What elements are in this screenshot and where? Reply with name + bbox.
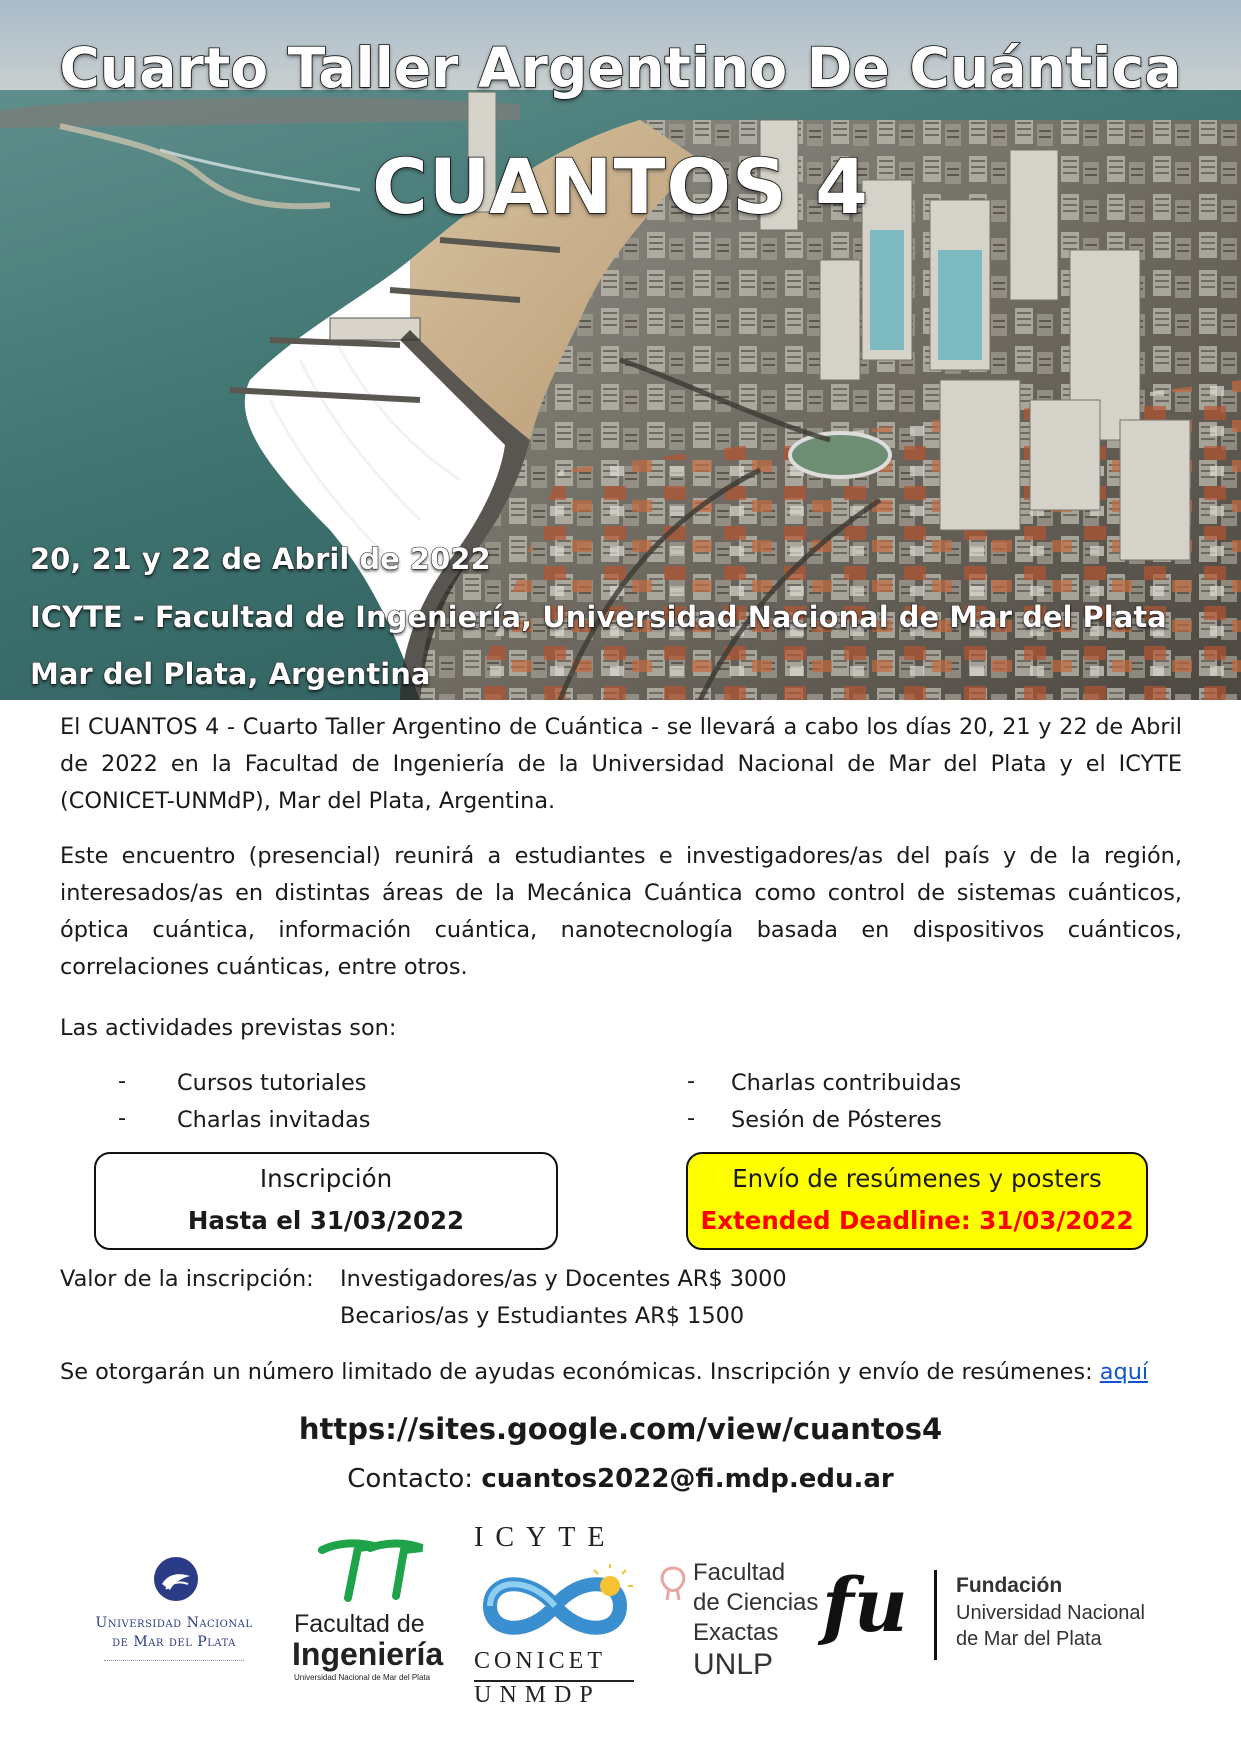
fi-name-line3: Universidad Nacional de Mar del Plata	[294, 1673, 431, 1682]
fee-label: Valor de la inscripción:	[60, 1266, 314, 1292]
event-date: 20, 21 y 22 de Abril de 2022	[30, 542, 491, 576]
event-acronym: CUANTOS 4	[371, 142, 870, 231]
event-venue: ICYTE - Facultad de Ingeniería, Universidad Nacional de Mar del Plata	[30, 600, 1167, 634]
event-city: Mar del Plata, Argentina	[30, 657, 431, 691]
event-title: Cuarto Taller Argentino De Cuántica	[59, 36, 1182, 100]
fi-name-line2: Ingeniería	[292, 1636, 444, 1672]
website-url[interactable]: https://sites.google.com/view/cuantos4	[298, 1412, 943, 1446]
list-dash: -	[118, 1105, 127, 1131]
unlp-emblem-icon	[655, 1564, 691, 1604]
unmdp-name-line2: de Mar del Plata	[112, 1634, 236, 1650]
registration-link[interactable]: aquí	[1099, 1359, 1149, 1385]
icyte-top-text: ICYTE	[474, 1522, 617, 1553]
aerial-city-photo	[0, 0, 1241, 700]
icyte-bottom-text: UNMDP	[474, 1682, 601, 1708]
fundacion-divider	[934, 1570, 937, 1660]
activities-heading: Las actividades previstas son:	[60, 1015, 397, 1041]
list-item: Charlas invitadas	[177, 1107, 371, 1133]
unlp-name-line3: Exactas	[693, 1619, 779, 1646]
list-item: Cursos tutoriales	[177, 1070, 367, 1096]
unlp-logo	[655, 1558, 825, 1688]
intro-paragraph: El CUANTOS 4 - Cuarto Taller Argentino de Cuántica - se llevará a cabo los días 20, 21 y 22 de Abril de 2022 en la Facultad de Ingeniería de la Universidad Nacional de Mar del Plata y el ICYTE (CONICET-UNMdP), Mar del Plata, Argentina.	[60, 714, 1182, 814]
financial-aid-text: Se otorgarán un número limitado de ayudas económicas. Inscripción y envío de resúmenes:	[60, 1359, 1100, 1385]
registration-box	[94, 1152, 558, 1250]
unmdp-emblem-icon	[152, 1556, 200, 1602]
icyte-mid-text: CONICET	[474, 1648, 606, 1674]
fundacion-monogram: fu	[822, 1563, 908, 1649]
fundacion-name-line2: Universidad Nacional	[956, 1602, 1145, 1624]
list-dash: -	[118, 1068, 127, 1094]
contact-email[interactable]: cuantos2022@fi.mdp.edu.ar	[481, 1464, 894, 1494]
fi-emblem-icon	[318, 1536, 428, 1606]
contact-line	[0, 1464, 1241, 1494]
financial-aid-note	[60, 1359, 1148, 1385]
hero-banner	[0, 0, 1241, 700]
fi-logo	[290, 1536, 460, 1686]
fee-students: Becarios/as y Estudiantes AR$ 1500	[340, 1303, 745, 1329]
list-dash: -	[687, 1068, 696, 1094]
fundacion-name-line1: Fundación	[956, 1574, 1063, 1597]
fundacion-logo	[822, 1563, 1182, 1666]
icyte-logo	[470, 1522, 640, 1708]
unmdp-name-line1: Universidad Nacional	[95, 1615, 253, 1631]
abstracts-deadline: Extended Deadline: 31/03/2022	[700, 1206, 1134, 1235]
fee-researchers: Investigadores/as y Docentes AR$ 3000	[340, 1266, 787, 1292]
contact-label: Contacto:	[347, 1464, 482, 1494]
abstracts-title: Envío de resúmenes y posters	[732, 1164, 1102, 1193]
conicet-infinity-icon	[470, 1562, 640, 1648]
description-paragraph: Este encuentro (presencial) reunirá a estudiantes e investigadores/as del país y de la región, interesados/as en distintas áreas de la Mecánica Cuántica como control de sistemas cuánticos, óptica cuántica, información cuántica, nanotecnología basada en dispositivos cuánticos, correlaciones cuánticas, entre otros.	[60, 843, 1182, 980]
fundacion-name-line3: de Mar del Plata	[956, 1628, 1102, 1650]
unlp-name-line1: Facultad	[693, 1559, 786, 1586]
unmdp-logo	[74, 1556, 274, 1676]
abstracts-box	[686, 1152, 1148, 1250]
registration-deadline: Hasta el 31/03/2022	[187, 1206, 465, 1235]
list-dash: -	[687, 1105, 696, 1131]
list-item: Charlas contribuidas	[731, 1070, 962, 1096]
unlp-name-line4: UNLP	[693, 1648, 774, 1681]
list-item: Sesión de Pósteres	[731, 1107, 942, 1133]
unlp-name-line2: de Ciencias	[693, 1589, 819, 1616]
fi-name-line1: Facultad de	[294, 1610, 425, 1638]
registration-title: Inscripción	[259, 1164, 393, 1193]
